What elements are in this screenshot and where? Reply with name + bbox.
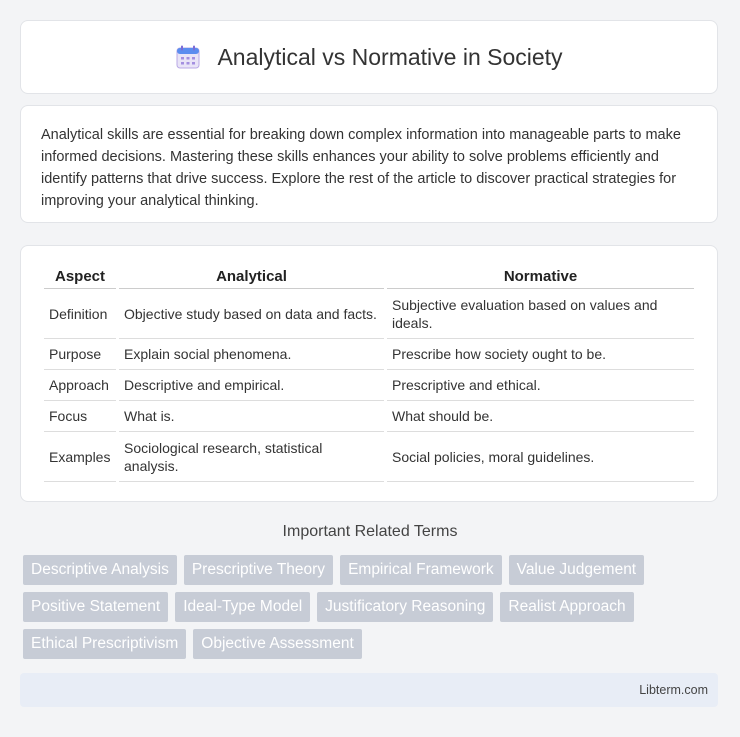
footer-site-link[interactable]: Libterm.com	[639, 683, 708, 697]
table-header-row	[44, 264, 694, 289]
related-terms-heading: Important Related Terms	[282, 523, 458, 540]
related-term-tag[interactable]: Empirical Framework	[340, 555, 502, 585]
related-term-tag[interactable]: Realist Approach	[500, 592, 633, 622]
footer	[20, 673, 718, 707]
header-card	[20, 20, 718, 94]
intro-card	[20, 105, 718, 223]
related-term-tag[interactable]: Objective Assessment	[193, 629, 361, 659]
related-term-tag[interactable]: Ethical Prescriptivism	[23, 629, 186, 659]
table-cell: Prescribe how society ought to be.	[387, 339, 694, 370]
table-cell: Sociological research, statistical analysis.	[119, 432, 384, 482]
table-row	[44, 339, 694, 370]
table-row	[44, 432, 694, 482]
related-term-tag[interactable]: Value Judgement	[509, 555, 645, 585]
table-cell: What should be.	[387, 401, 694, 432]
related-term-tag[interactable]: Prescriptive Theory	[184, 555, 333, 585]
header-analytical: Analytical	[119, 264, 384, 289]
related-term-tag[interactable]: Descriptive Analysis	[23, 555, 177, 585]
intro-text: Analytical skills are essential for breaking down complex information into manageable parts to make informed decisions. Mastering these skills enhances your ability to solve problems efficiently and identify patterns that drive success. Explore the rest of the article to discover practical strategies for improving your analytical thinking.	[41, 127, 681, 209]
table-row	[44, 401, 694, 432]
table-cell: Objective study based on data and facts.	[119, 289, 384, 339]
title-wrap	[175, 44, 562, 71]
related-term-tag[interactable]: Positive Statement	[23, 592, 168, 622]
table-cell: What is.	[119, 401, 384, 432]
table-cell: Examples	[44, 432, 116, 482]
page-title: Analytical vs Normative in Society	[217, 43, 563, 70]
header-normative: Normative	[387, 264, 694, 289]
table-cell: Purpose	[44, 339, 116, 370]
table-row	[44, 289, 694, 339]
table-row	[44, 370, 694, 401]
related-terms-list	[23, 555, 723, 659]
header-aspect: Aspect	[44, 264, 116, 289]
table-cell: Approach	[44, 370, 116, 401]
calendar-icon	[175, 44, 201, 70]
table-cell: Focus	[44, 401, 116, 432]
table-cell: Social policies, moral guidelines.	[387, 432, 694, 482]
table-cell: Descriptive and empirical.	[119, 370, 384, 401]
table-cell: Explain social phenomena.	[119, 339, 384, 370]
table-cell: Definition	[44, 289, 116, 339]
comparison-table	[41, 264, 697, 482]
table-cell: Prescriptive and ethical.	[387, 370, 694, 401]
related-term-tag[interactable]: Ideal-Type Model	[175, 592, 310, 622]
table-cell: Subjective evaluation based on values and ideals.	[387, 289, 694, 339]
comparison-table-card	[20, 245, 718, 502]
related-term-tag[interactable]: Justificatory Reasoning	[317, 592, 493, 622]
